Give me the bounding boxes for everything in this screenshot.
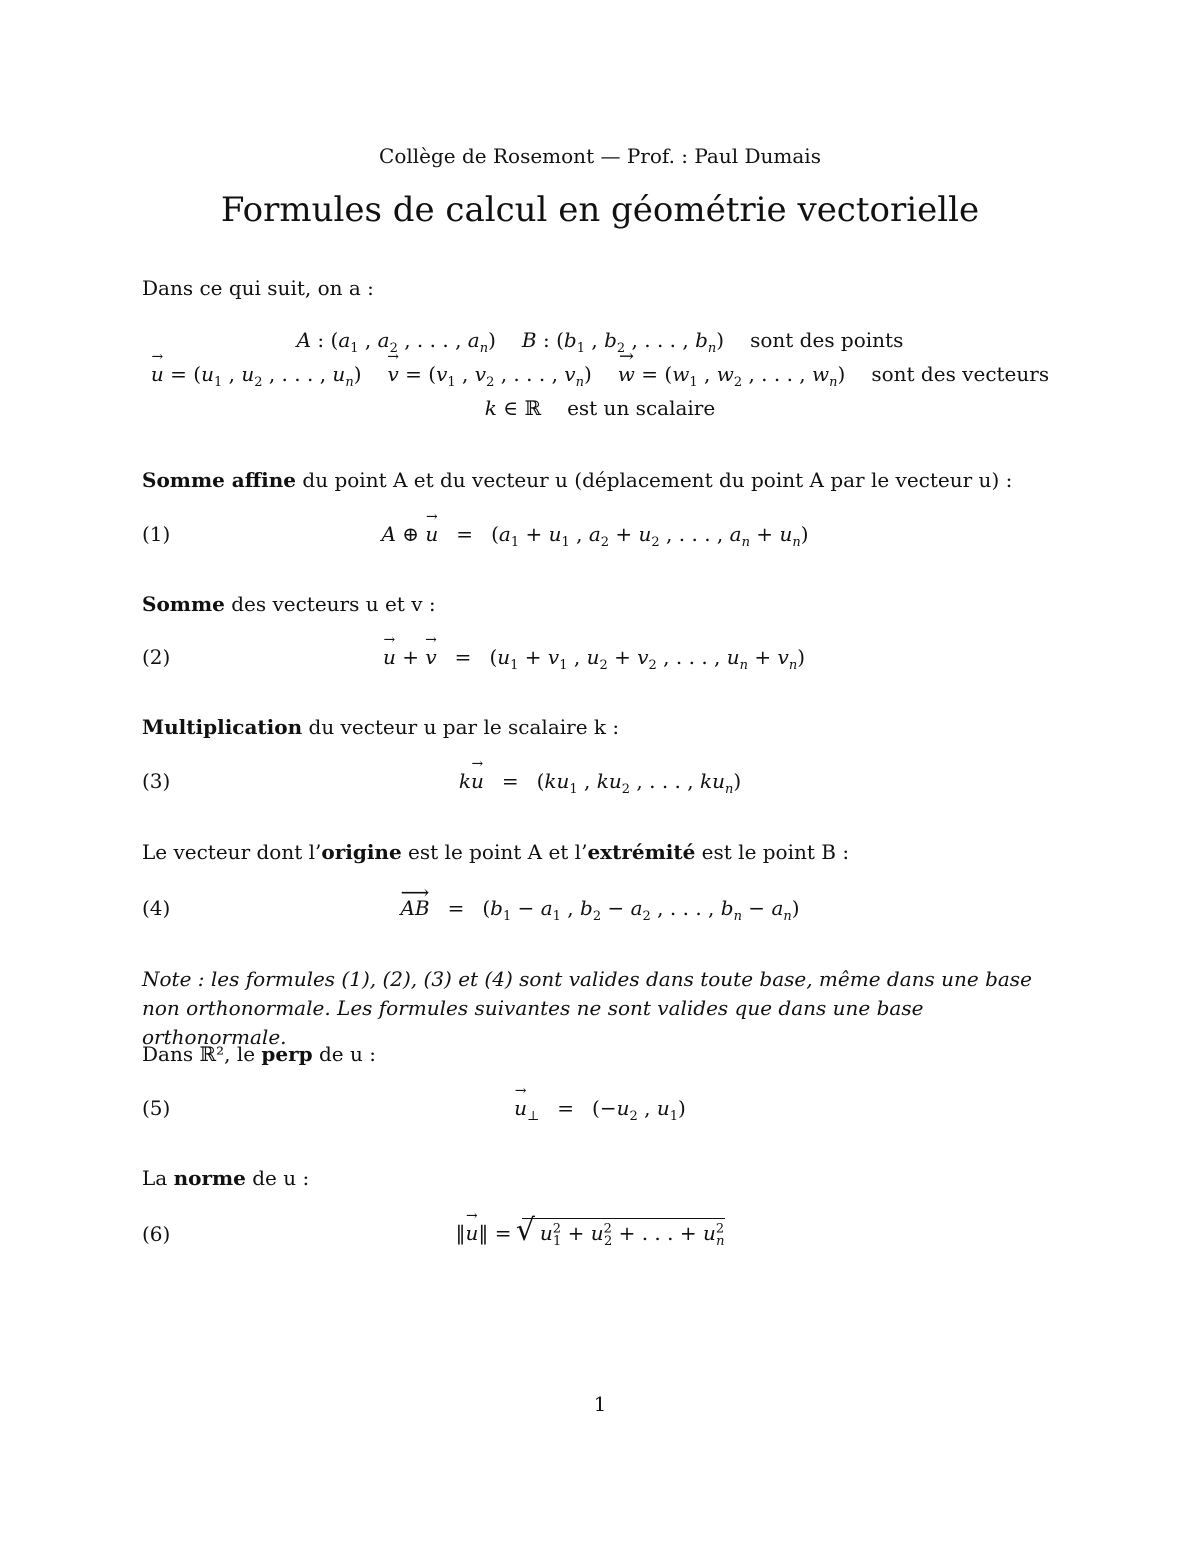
validity-note: Note : les formules (1), (2), (3) et (4) sont valides dans toute base, même dans une base non orthonormale. Les formules suivantes ne sont valides que dans une base orthonormale. xyxy=(142,967,1032,1049)
equation-number-3: (3) xyxy=(142,769,171,793)
section-vector-ab-origin: origine xyxy=(321,840,402,864)
section-vector-ab-text-3: est le point B : xyxy=(701,840,850,864)
formula-2: → u + → $v = (u_1 + v_1$ , $u_2 + v_2$ , . . . , $u_n + v_n$) xyxy=(0,645,1200,673)
equation-number-4: (4) xyxy=(142,896,171,920)
equation-number-5: (5) xyxy=(142,1096,171,1120)
formula-1: A ⊕ → $u = (a_1 + u_1$ , $a_2 + u_2$ , . . . , $a_n + u_n$) xyxy=(0,522,1200,550)
intro-text: Dans ce qui suit, on a : xyxy=(142,276,374,300)
equation-number-1: (1) xyxy=(142,522,171,546)
page-title: Formules de calcul en géométrie vectorielle xyxy=(220,190,980,230)
points-label: sont des points xyxy=(750,328,904,352)
page-number: 1 xyxy=(593,1392,607,1416)
section-affine-sum-bold: Somme affine xyxy=(142,468,297,492)
section-norm-text-2: de u : xyxy=(252,1166,310,1190)
points-definition: A : ($a_1$ , $a_2$ , . . . , $a_n$) B : ($b_1$ , $b_2$ , . . . , $b_n$) sont des points xyxy=(296,328,904,356)
vectors-label: sont des vecteurs xyxy=(871,362,1050,386)
section-vector-sum-text: des vecteurs u et v : xyxy=(231,592,436,616)
section-vector-sum xyxy=(142,592,436,616)
section-norm-text-1: La xyxy=(142,1166,168,1190)
section-perp-text-2: de u : xyxy=(319,1042,376,1066)
page-header: Collège de Rosemont — Prof. : Paul Dumais xyxy=(379,144,821,168)
section-vector-ab xyxy=(142,840,849,864)
section-perp-text-1: Dans ℝ², le xyxy=(142,1042,256,1066)
section-vector-sum-bold: Somme xyxy=(142,592,225,616)
section-perp xyxy=(142,1042,376,1066)
section-vector-ab-text-1: Le vecteur dont l’ xyxy=(142,840,322,864)
section-scalar-multiplication xyxy=(142,715,619,739)
formula-3: $k\to u = (ku_1$ , $ku_2$ , . . . , $ku_n$) xyxy=(0,769,1200,797)
section-scalar-multiplication-bold: Multiplication xyxy=(142,715,303,739)
vectors-definition: → $u = (u_1$ , $u_2$ , . . . , $u_n)\to v = (v_1$ , $v_2$ , . . . , $v_n)\to w = (w_1$ , $w_2$ , . . . , $w_n$) sont des vecteurs xyxy=(0,362,1200,390)
section-affine-sum-text: du point A et du vecteur u (déplacement du point A par le vecteur u) : xyxy=(302,468,1013,492)
section-affine-sum xyxy=(142,468,1012,492)
section-vector-ab-text-2: est le point A et l’ xyxy=(408,840,588,864)
section-vector-ab-extremity: extrémité xyxy=(587,840,696,864)
equation-number-2: (2) xyxy=(142,645,171,669)
equation-number-6: (6) xyxy=(142,1222,171,1246)
section-scalar-multiplication-text: du vecteur u par le scalaire k : xyxy=(308,715,620,739)
scalar-definition: k ∈ ℝ est un scalaire xyxy=(484,396,716,420)
section-perp-bold: perp xyxy=(261,1042,313,1066)
scalar-label: est un scalaire xyxy=(567,396,716,420)
formula-4: ⟶ AB = ($b_1 - a_1$ , $b_2 - a_2$ , . . . , $b_n - a_n$) xyxy=(0,896,1200,924)
formula-5: → $u_\perp = (-u_2$ , $u_1$) xyxy=(0,1096,1200,1124)
formula-6: ‖→ u‖ = √ $u^2_1 + u^2_2$ + . . . + $u^2_n$ xyxy=(0,1218,1200,1249)
section-norm xyxy=(142,1166,309,1190)
section-norm-bold: norme xyxy=(173,1166,246,1190)
